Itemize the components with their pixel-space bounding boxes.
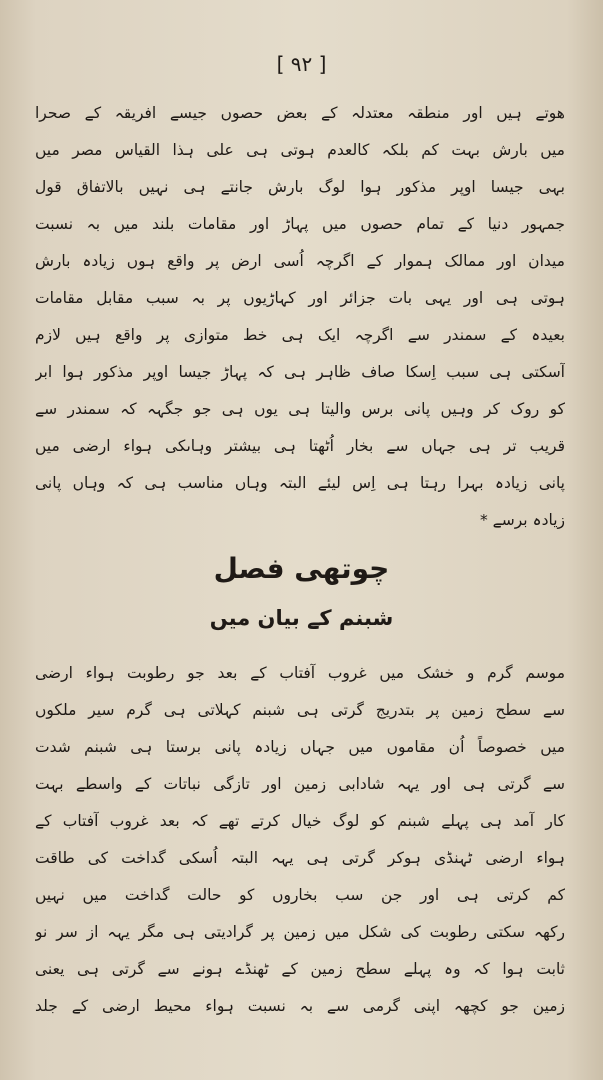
text-line: جمہور دنیا کے تمام حصوں میں پہاڑ اور مقامات بلند میں بہ نسبت [35,215,565,233]
text-line: موسم گرم و خشک میں غروب آفتاب کے بعد جو رطوبت ہواء ارضی [35,664,565,682]
text-line: سے گرتی ہی اور یہہ شادابی زمین اور تازگی نباتات کے واسطے بہت [35,775,565,793]
text-line: پانی زیادہ بہرا رہتا ہی اِس لیئے البتہ وہاں مناسب ہی کہ وہاں پانی [35,474,565,492]
text-line: بعیدہ کے سمندر سے اگرچہ ایک ہی خط متوازی پر واقع ہیں لازم [35,326,565,344]
text-line: هوتے ہیں اور منطقہ معتدلہ کے بعض حصوں جیسے افریقہ کے صحرا [35,104,565,122]
chapter-title: چوتھی فصل [213,552,390,585]
text-line: ہواء ارضی ٹہنڈی ہوکر گرتی ہی یہہ البتہ اُسکی گداخت کی طاقت [35,849,565,867]
text-line: میں بارش بہت کم بلکہ کالعدم ہوتی ہی علی ہذا القیاس مصر میں [35,141,565,159]
text-line: قریب تر ہی جہاں سے بخار اُٹھتا ہی بیشتر وہاںکی ہواء ارضی میں [35,437,565,455]
text-line: آسکتی ہی سبب اِسکا صاف ظاہر ہی کہ پہاڑ جیسا اوپر مذکور ہوا ابر [35,363,565,381]
text-line: زیادہ برسے * [479,511,565,529]
chapter-subtitle: شبنم کے بیان میں [209,606,394,630]
text-line: میں خصوصاً اُن مقاموں میں جہاں زیادہ پانی برستا ہی شبنم شدت [35,738,565,756]
text-line: رکھہ سکتی رطوبت کی شکل میں زمین پر گرادیتی ہی مگر یہہ از سر نو [35,923,565,941]
paragraph-dew [35,655,565,1025]
text-line: کار آمد ہی پہلے شبنم کو لوگ خیال کرتے تھے کہ بعد غروب آفتاب کے [35,812,565,830]
text-line: میدان اور ممالک ہموار کے اگرچہ اُسی ارض پر واقع ہوں زیادہ بارش [35,252,565,270]
page-number: [ ٩٢ ] [276,52,327,76]
text-line: کم کرتی ہی اور جن سب بخاروں کو حالت گداخت میں نہیں [35,886,565,904]
text-line: زمین جو کچھہ اپنی گرمی سے بہ نسبت ہواء محیط ارضی کے جلد [35,997,565,1015]
paragraph-rain [35,95,565,539]
text-line: ہوتی ہی اور یہی بات جزائر اور کہاڑیوں پر بہ سبب مقابل مقامات [35,289,565,307]
text-line: بہی جیسا اوپر مذکور ہوا لوگ بارش جانتے ہی نہیں بالاتفاق قول [35,178,565,196]
text-line: سے سطح زمین پر بتدریج گرتی ہی شبنم کہلاتی ہی گرم سیر ملکوں [35,701,565,719]
text-line: ثابت ہوا کہ وہ پہلے سطح زمین کے ٹھنڈے ہونے سے گرتی ہی یعنی [35,960,565,978]
text-line: کو روک کر وہیں پانی برس والیتا ہی یوں ہی جو جگہہ کہ سمندر سے [35,400,565,418]
